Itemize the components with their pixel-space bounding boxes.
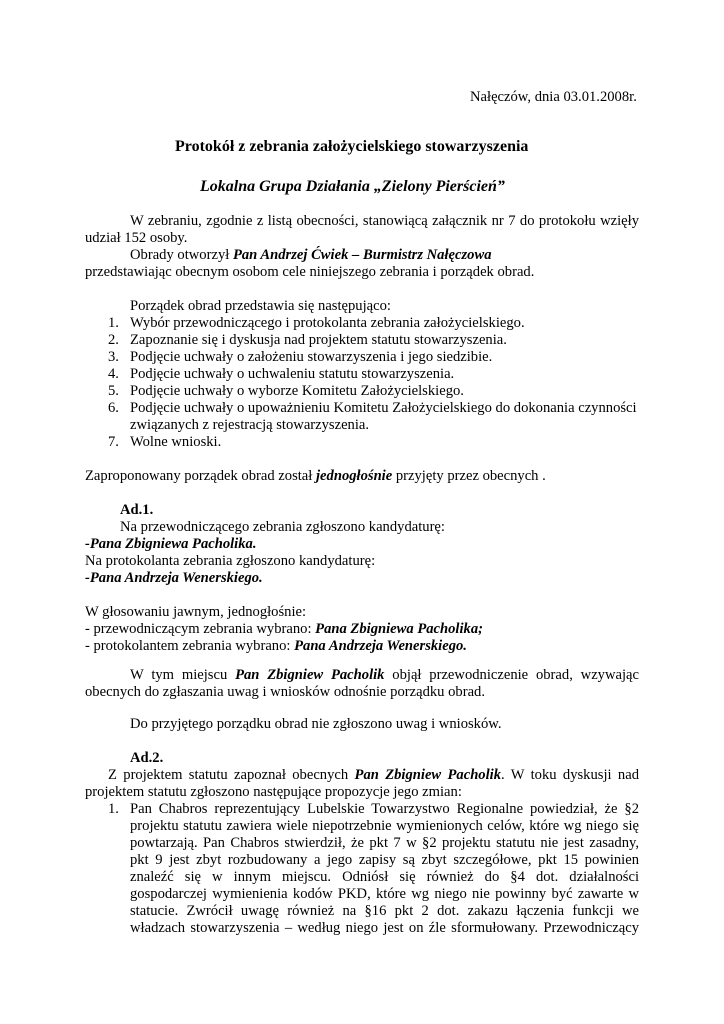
- elected-chair-name: Pana Zbigniewa Pacholika;: [315, 621, 483, 637]
- proposal-line: pkt 9 jest zbyt rozbudowany a jego zapisy są zbyt szczegółowe, pkt 15 powinien: [130, 852, 639, 868]
- agenda-item-text: Podjęcie uchwały o uchwaleniu statutu stowarzyszenia.: [130, 366, 455, 382]
- statute-intro-line: Z projektem statutu zapoznał obecnych Pan Zbigniew Pacholik. W toku dyskusji nad: [108, 767, 639, 783]
- chair-nomination-line: Na przewodniczącego zebrania zgłoszono kandydaturę:: [120, 519, 445, 535]
- place-date: Nałęczów, dnia 03.01.2008r.: [470, 89, 637, 105]
- agenda-item-text: Podjęcie uchwały o założeniu stowarzyszenia i jego siedzibie.: [130, 349, 493, 365]
- agenda-item-text: Wolne wnioski.: [130, 434, 222, 450]
- proposal-item-number: 1.: [108, 801, 119, 817]
- agenda-item-number: 2.: [108, 332, 119, 348]
- proposal-line: władzach stowarzyszenia – według niego jest on źle sformułowany. Przewodniczący: [130, 920, 639, 936]
- agenda-item-number: 7.: [108, 434, 119, 450]
- document-title: Protokół z zebrania założycielskiego stowarzyszenia: [175, 138, 529, 155]
- agenda-item-text: Zapoznanie się i dyskusja nad projektem statutu stowarzyszenia.: [130, 332, 507, 348]
- agenda-item-text: Podjęcie uchwały o wyborze Komitetu Założycielskiego.: [130, 383, 464, 399]
- presenter-name: Pan Zbigniew Pacholik: [354, 767, 502, 783]
- clerk-candidate: -Pana Andrzeja Wenerskiego.: [85, 570, 263, 586]
- vote-line: W głosowaniu jawnym, jednogłośnie:: [85, 604, 307, 620]
- section-heading-ad1: Ad.1.: [120, 502, 154, 518]
- opening-line: Obrady otworzył Pan Andrzej Ćwiek – Burmistrz Nałęczowa: [130, 247, 492, 263]
- proposal-line: gospodarczej wymienienia kodów PKD, które wg niego nie powinny być zawarte w: [130, 886, 639, 902]
- proposal-line: powtarzają. Pan Chabros stwierdził, że pkt 7 w §2 projektu statutu nie jest zasadny,: [130, 835, 639, 851]
- proposal-line: znaleźć się w innym miejscu. Odniósł się również do §4 dot. działalności: [130, 869, 639, 885]
- elected-clerk-name: Pana Andrzeja Wenerskiego.: [294, 638, 467, 654]
- vote-result-chair: - przewodniczącym zebrania wybrano: Pana Zbigniewa Pacholika;: [85, 621, 483, 637]
- chair-name: Pan Zbigniew Pacholik: [235, 667, 385, 683]
- agenda-approval: Zaproponowany porządek obrad został jednogłośnie przyjęty przez obecnych .: [85, 468, 546, 484]
- intro-paragraph-line: udział 152 osoby.: [85, 230, 188, 246]
- agenda-heading: Porządek obrad przedstawia się następująco:: [130, 298, 391, 314]
- proposal-line: statucie. Zwrócił uwagę również na §16 pkt 2 dot. zakazu łączenia funkcji we: [130, 903, 639, 919]
- section-heading-ad2: Ad.2.: [130, 750, 164, 766]
- agenda-item-text-continued: związanych z rejestracją stowarzyszenia.: [130, 417, 370, 433]
- vote-result-clerk: - protokolantem zebrania wybrano: Pana Andrzeja Wenerskiego.: [85, 638, 467, 654]
- proposal-line: Pan Chabros reprezentujący Lubelskie Towarzystwo Regionalne powiedział, że §2: [130, 801, 639, 817]
- agenda-item-number: 5.: [108, 383, 119, 399]
- statute-intro-line-2: projektem statutu zgłoszono następujące propozycje jego zmian:: [85, 784, 462, 800]
- intro-paragraph-line: W zebraniu, zgodnie z listą obecności, stanowiącą załącznik nr 7 do protokołu wzięły: [130, 213, 639, 229]
- agenda-item-number: 4.: [108, 366, 119, 382]
- no-remarks-line: Do przyjętego porządku obrad nie zgłoszono uwag i wniosków.: [130, 716, 502, 732]
- document-subtitle: Lokalna Grupa Działania „Zielony Pierścień”: [200, 178, 505, 195]
- agenda-item-number: 3.: [108, 349, 119, 365]
- chair-takeover-line: W tym miejscu Pan Zbigniew Pacholik objął przewodniczenie obrad, wzywając: [130, 667, 639, 683]
- chair-candidate: -Pana Zbigniewa Pacholika.: [85, 536, 257, 552]
- agenda-item-number: 1.: [108, 315, 119, 331]
- opening-line-2: przedstawiając obecnym osobom cele niniejszego zebrania i porządek obrad.: [85, 264, 535, 280]
- proposal-line: projektu statutu zawiera wiele niepotrzebnie wymienionych celów, które wg niego się: [130, 818, 639, 834]
- agenda-item-text: Wybór przewodniczącego i protokolanta zebrania założycielskiego.: [130, 315, 525, 331]
- chair-takeover-line-2: obecnych do zgłaszania uwag i wniosków odnośnie porządku obrad.: [85, 684, 486, 700]
- agenda-item-number: 6.: [108, 400, 119, 416]
- approval-emphasis: jednogłośnie: [316, 468, 393, 484]
- clerk-nomination-line: Na protokolanta zebrania zgłoszono kandydaturę:: [85, 553, 376, 569]
- opener-name: Pan Andrzej Ćwiek – Burmistrz Nałęczowa: [232, 247, 492, 263]
- agenda-item-text: Podjęcie uchwały o upoważnieniu Komitetu Założycielskiego do dokonania czynności: [130, 400, 637, 416]
